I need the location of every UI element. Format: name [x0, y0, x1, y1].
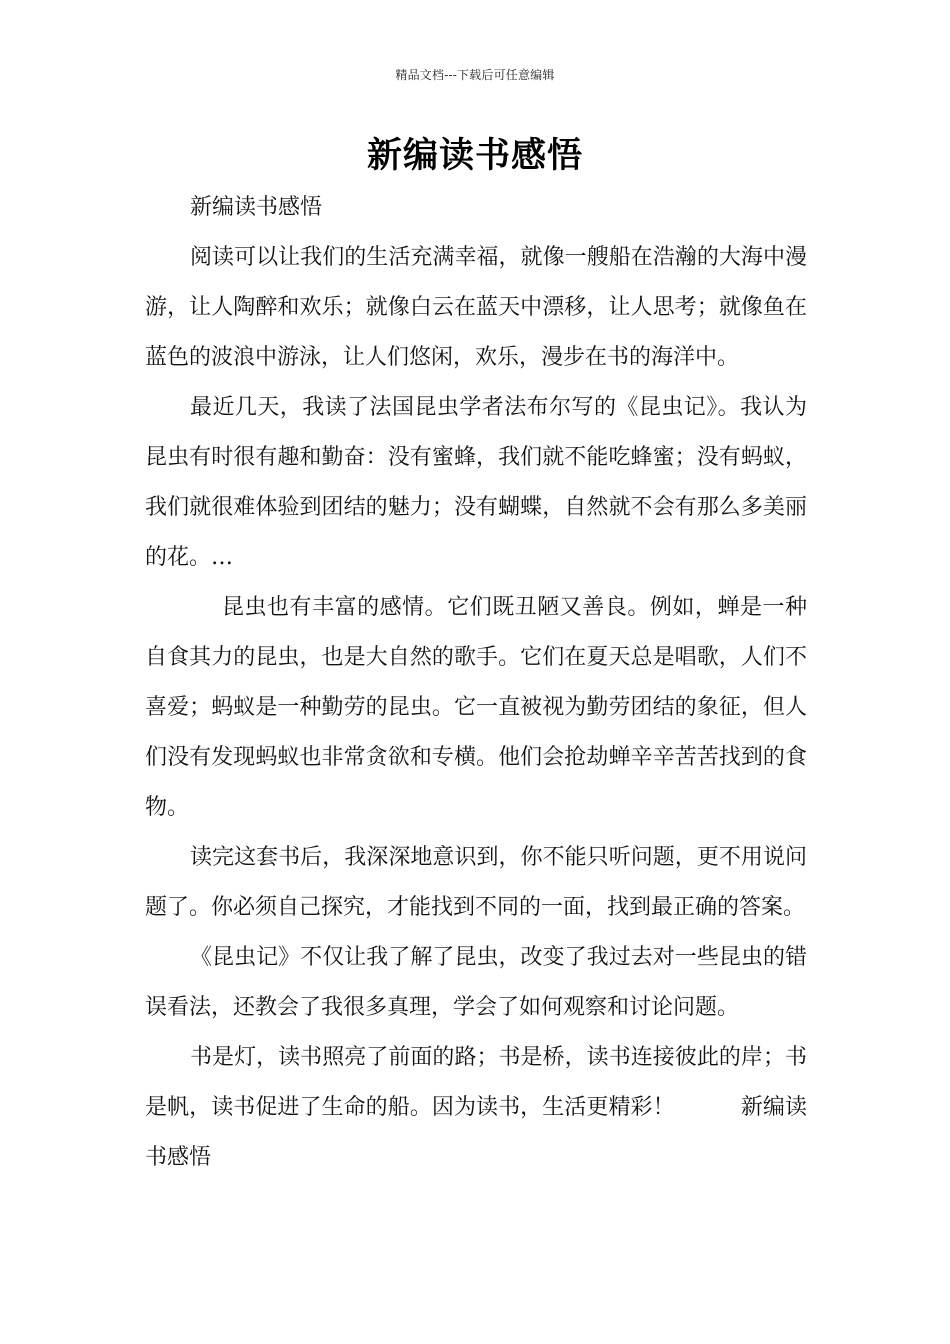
paragraph-insects-book: 最近几天，我读了法国昆虫学者法布尔写的《昆虫记》。我认为昆虫有时很有趣和勤奋：没有蜜蜂，我们就不能吃蜂蜜；没有蚂蚁，我们就很难体验到团结的魅力；没有蝴蝶，自然就不会有那么多美丽的花。…: [145, 395, 807, 570]
paragraph-intro: 阅读可以让我们的生活充满幸福，就像一艘船在浩瀚的大海中漫游，让人陶醉和欢乐；就像白云在蓝天中漂移，让人思考；就像鱼在蓝色的波浪中游泳，让人们悠闲，欢乐，漫步在书的海洋中。: [145, 245, 807, 370]
paragraph-realization: 读完这套书后，我深深地意识到，你不能只听问题，更不用说问题了。你必须自己探究，才能找到不同的一面，找到最正确的答案。: [145, 845, 807, 920]
paragraph-lessons: 《昆虫记》不仅让我了解了昆虫，改变了我过去对一些昆虫的错误看法，还教会了我很多真理，学会了如何观察和讨论问题。: [145, 945, 807, 1020]
paragraph-subtitle: 新编读书感悟: [190, 195, 323, 220]
paragraph-conclusion: 书是灯，读书照亮了前面的路；书是桥，读书连接彼此的岸；书是帆，读书促进了生命的船。因为读书，生活更精彩！ 新编读书感悟: [145, 1045, 807, 1170]
header-note: 精品文档---下载后可任意编辑: [395, 68, 555, 82]
document-title: 新编读书感悟: [366, 135, 583, 176]
paragraph-insect-feelings: 昆虫也有丰富的感情。它们既丑陋又善良。例如，蝉是一种自食其力的昆虫，也是大自然的歌手。它们在夏天总是唱歌，人们不喜爱；蚂蚁是一种勤劳的昆虫。它一直被视为勤劳团结的象征，但人们没有发现蚂蚁也非常贪欲和专横。他们会抢劫蝉辛辛苦苦找到的食物。: [145, 595, 807, 820]
document-body: [145, 183, 807, 1183]
